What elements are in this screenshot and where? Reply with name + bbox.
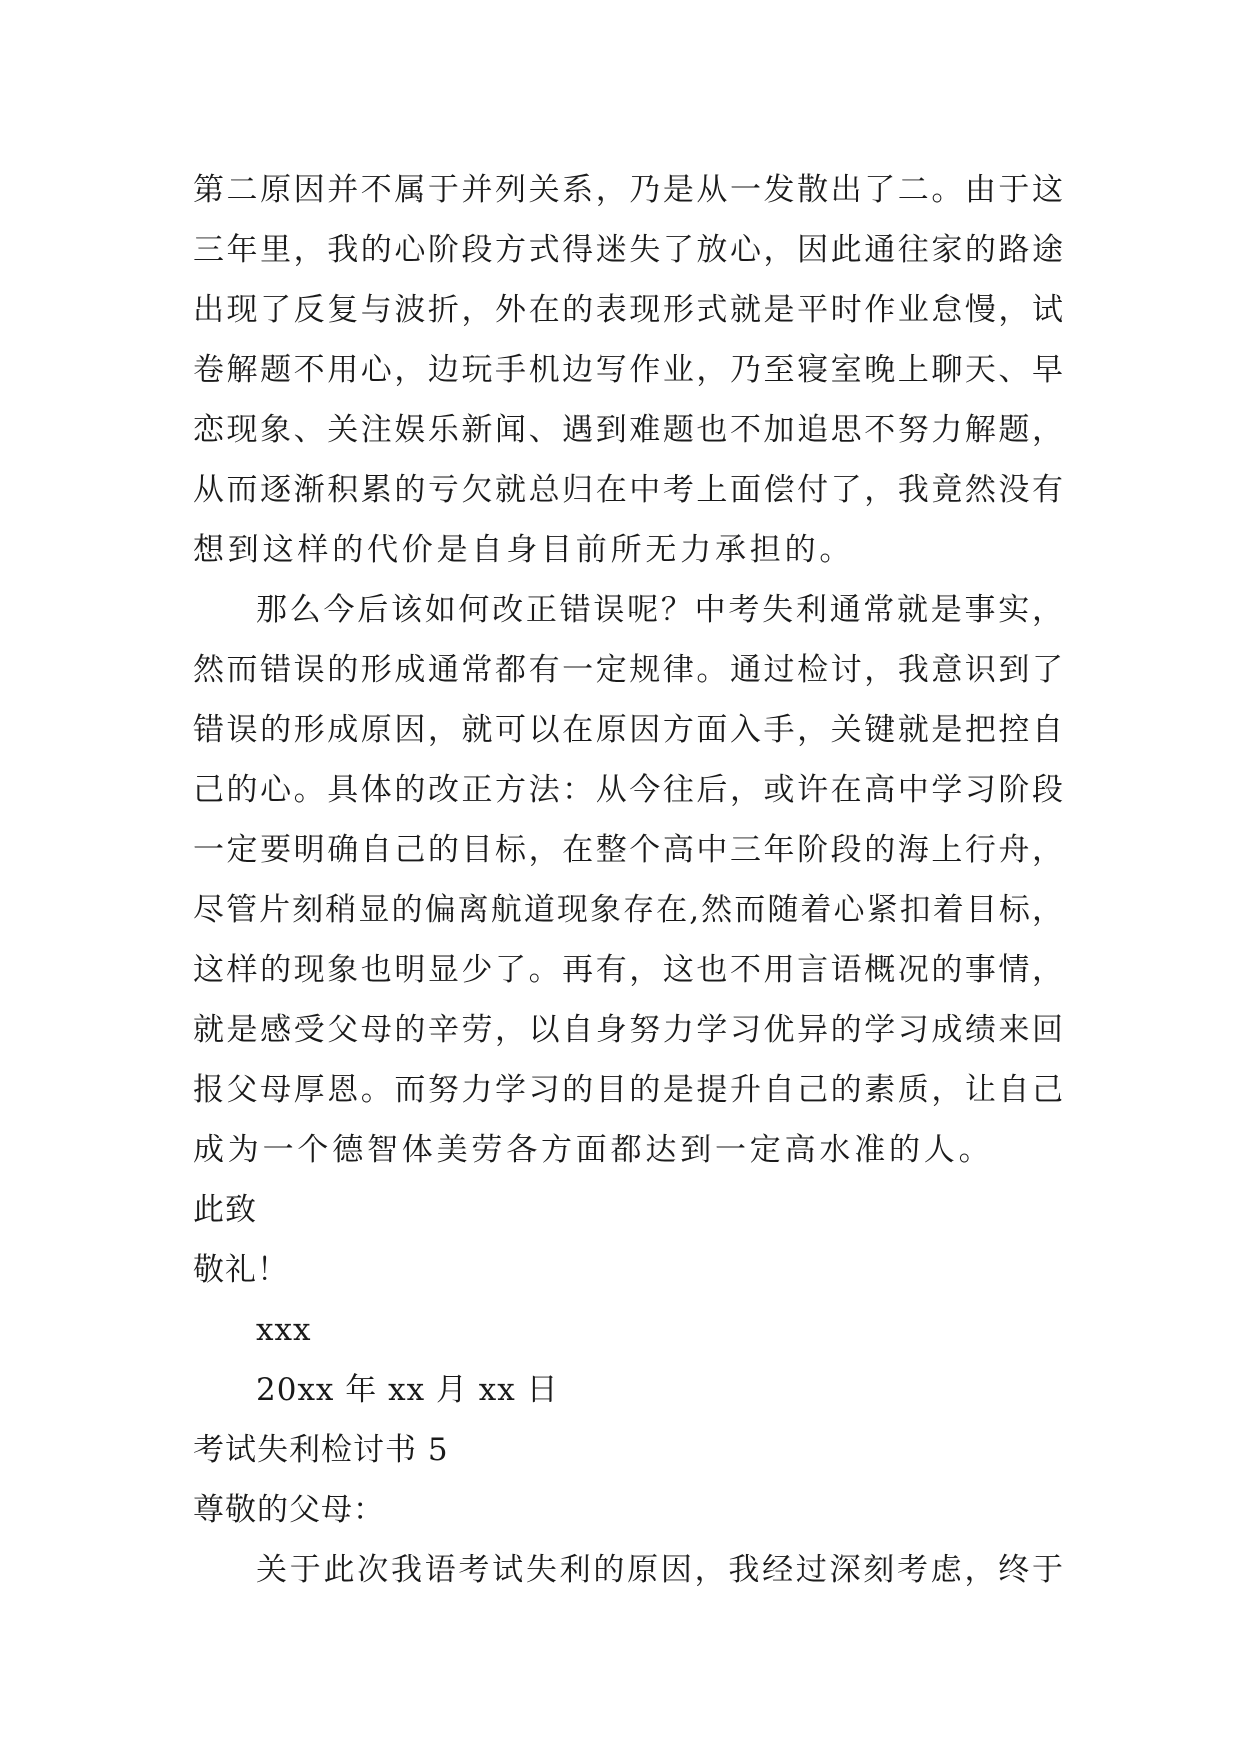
document-page (193, 160, 1063, 1600)
salute-text: 敬礼！ (193, 1252, 289, 1288)
section-title: 考试失利检讨书 5 (193, 1432, 449, 1468)
closing-text: 此致 (193, 1192, 257, 1228)
paragraph-correction (193, 580, 1063, 1180)
text-line: 成为一个德智体美劳各方面都达到一定高水准的人。 (193, 1132, 994, 1168)
text-line: 卷解题不用心，边玩手机边写作业，乃至寝室晚上聊天、早 (193, 352, 1063, 388)
text-line: 关于此次我语考试失利的原因，我经过深刻考虑，终于 (256, 1552, 1063, 1588)
text-line: 错误的形成原因，就可以在原因方面入手，关键就是把控自 (193, 712, 1063, 748)
text-line: 己的心。具体的改正方法：从今往后，或许在高中学习阶段 (193, 772, 1063, 808)
text-line: 一定要明确自己的目标，在整个高中三年阶段的海上行舟， (193, 832, 1063, 868)
text-line: 出现了反复与波折，外在的表现形式就是平时作业怠慢，试 (193, 292, 1063, 328)
date-line: 20xx 年 xx 月 xx 日 (256, 1372, 559, 1408)
paragraph-cause (193, 160, 1063, 580)
text-line: 那么今后该如何改正错误呢？中考失利通常就是事实， (256, 592, 1063, 628)
text-line: 尽管片刻稍显的偏离航道现象存在,然而随着心紧扣着目标， (193, 892, 1063, 928)
text-line: 从而逐渐积累的亏欠就总归在中考上面偿付了，我竟然没有 (193, 472, 1063, 508)
text-line: 然而错误的形成通常都有一定规律。通过检讨，我意识到了 (193, 652, 1063, 688)
greeting: 尊敬的父母： (193, 1492, 385, 1528)
text-line: 想到这样的代价是自身目前所无力承担的。 (193, 532, 855, 568)
signature: xxx (256, 1312, 312, 1348)
text-line: 报父母厚恩。而努力学习的目的是提升自己的素质，让自己 (193, 1072, 1063, 1108)
text-line: 第二原因并不属于并列关系，乃是从一发散出了二。由于这 (193, 172, 1063, 208)
text-line: 这样的现象也明显少了。再有，这也不用言语概况的事情， (193, 952, 1063, 988)
text-line: 恋现象、关注娱乐新闻、遇到难题也不加追思不努力解题， (193, 412, 1063, 448)
text-line: 就是感受父母的辛劳，以自身努力学习优异的学习成绩来回 (193, 1012, 1063, 1048)
text-line: 三年里，我的心阶段方式得迷失了放心，因此通往家的路途 (193, 232, 1063, 268)
